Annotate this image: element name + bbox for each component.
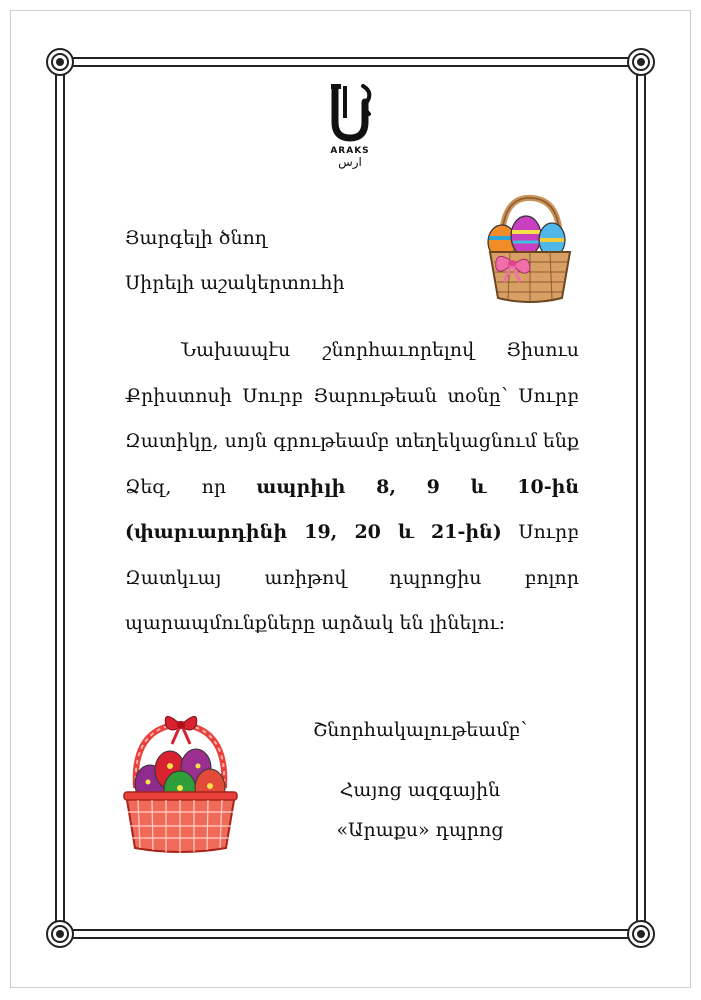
easter-basket-bottom-icon xyxy=(118,708,243,858)
logo-arabic-text: ارس xyxy=(338,155,362,169)
greeting-parents: Յարգելի ծնող xyxy=(125,227,267,249)
corner-ornament-top-right xyxy=(628,49,654,75)
greeting-students: Սիրելի աշակերտուհի xyxy=(125,272,345,294)
school-logo xyxy=(320,82,380,182)
easter-basket-top-icon xyxy=(480,190,580,305)
letter-body-intro: Նախապէս շնորհաւորելով Յիսուս Քրիստոսի Սուրբ Յարութեան տօնը՝ Սուրբ Զատիկը, սոյն գրութեամբ տեղեկացնում ենք Ձեզ, որ xyxy=(125,339,579,498)
school-name-line2: «Արաքս» դպրոց xyxy=(336,819,504,841)
holiday-dates: ապրիլի 8, 9 և 10-ին (փարւարդինի 19, 20 և 21-ին) xyxy=(125,475,579,543)
school-logo-icon xyxy=(325,82,375,144)
corner-ornament-top-left xyxy=(47,49,73,75)
logo-latin-text: ARAKS xyxy=(330,146,370,156)
signoff-thanks: Շնորհակալութեամբ՝ xyxy=(312,719,528,741)
letter-body xyxy=(125,328,579,647)
letter-body-closing: Սուրբ Զատկւայ առիթով դպրոցիս բոլոր պարապմունքները արձակ են լինելու: xyxy=(125,521,579,634)
corner-ornament-bottom-right xyxy=(628,921,654,947)
corner-ornament-bottom-left xyxy=(47,921,73,947)
school-name-line1: Հայոց ազգային xyxy=(339,779,501,801)
